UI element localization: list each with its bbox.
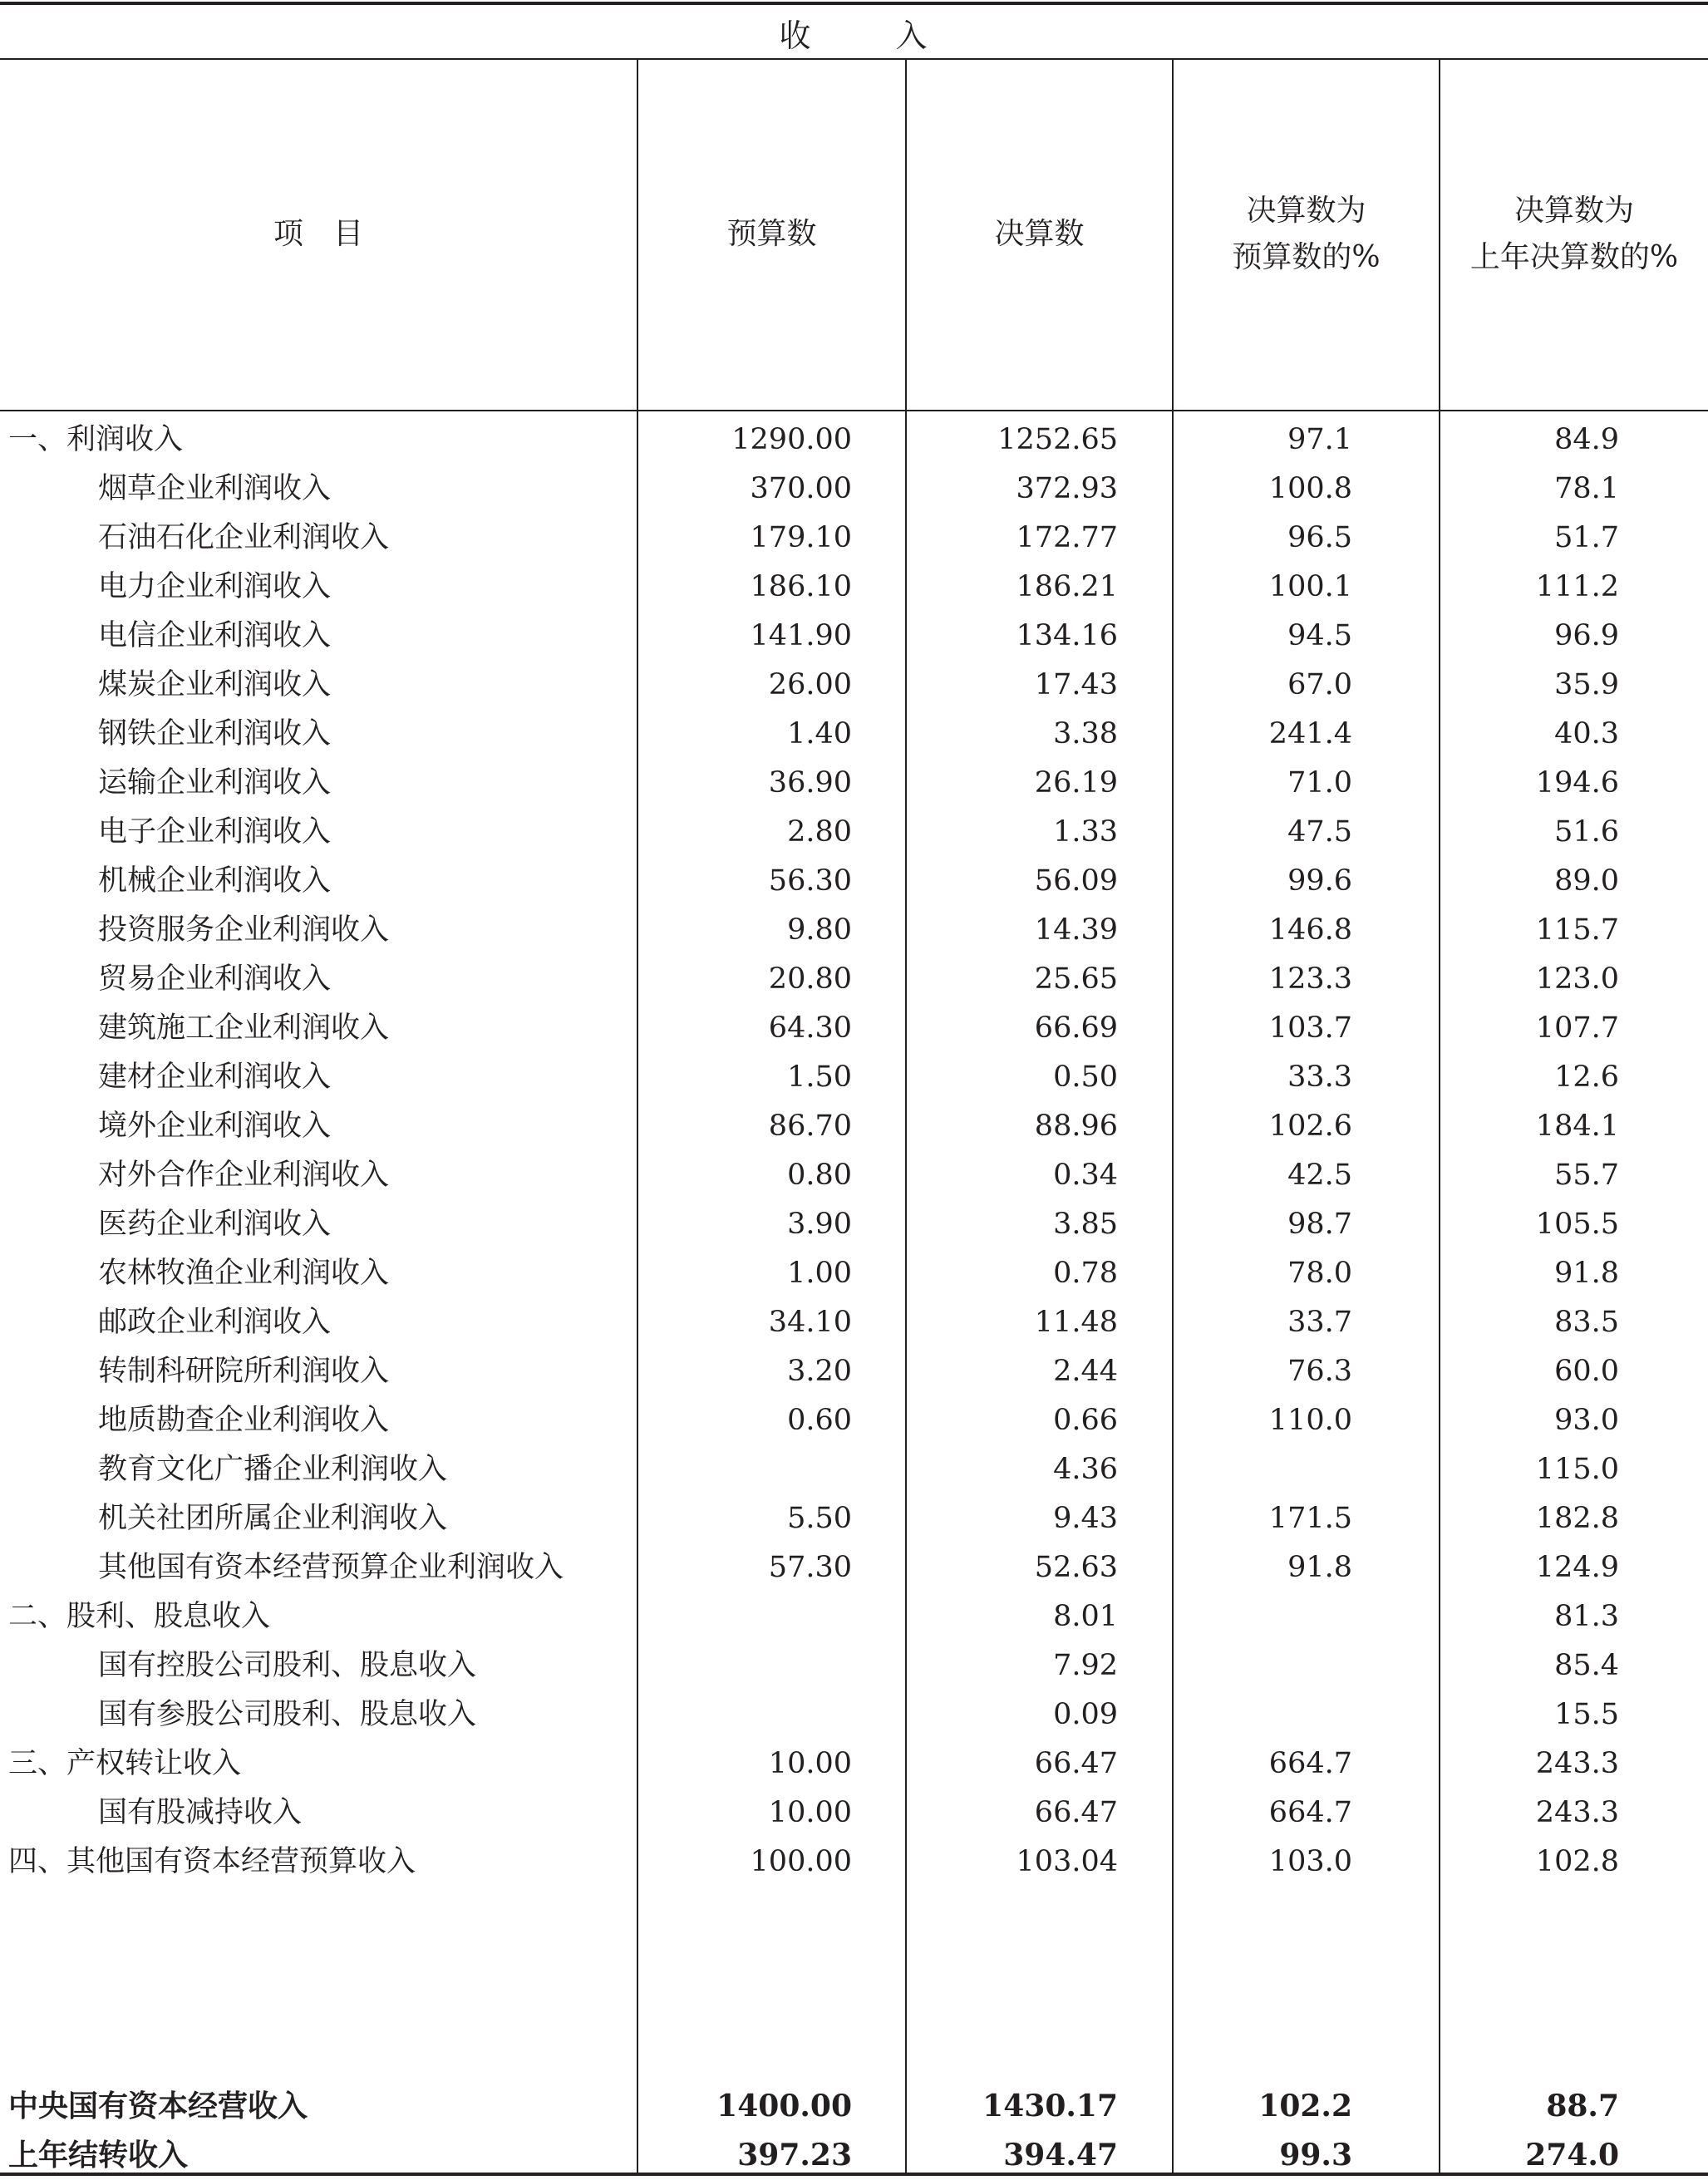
cell-pct-budget: 102.2	[1258, 2089, 1352, 2123]
row-label: 机械企业利润收入	[98, 864, 332, 898]
cell-pct-budget: 664.7	[1268, 1747, 1352, 1780]
cell-pct-budget: 100.8	[1268, 472, 1352, 505]
cell-pct-prev: 84.9	[1554, 423, 1619, 456]
cell-pct-budget: 47.5	[1287, 815, 1352, 849]
row-label: 电信企业利润收入	[98, 619, 332, 652]
cell-budget: 3.90	[787, 1208, 852, 1241]
cell-pct-prev: 51.6	[1554, 815, 1619, 849]
header-ratio-prev	[1440, 60, 1708, 409]
row-label: 中央国有资本经营收入	[8, 2089, 308, 2123]
table-row	[0, 1494, 1708, 1543]
cell-pct-budget: 33.7	[1287, 1306, 1352, 1339]
row-label: 医药企业利润收入	[98, 1208, 332, 1241]
table-row	[0, 1298, 1708, 1347]
cell-pct-prev: 35.9	[1554, 668, 1619, 701]
table-row	[0, 1690, 1708, 1740]
cell-pct-prev: 123.0	[1535, 962, 1619, 996]
cell-final: 17.43	[1034, 668, 1118, 701]
cell-final: 1.33	[1053, 815, 1118, 849]
cell-final: 134.16	[1016, 619, 1118, 652]
cell-final: 52.63	[1034, 1551, 1118, 1584]
table-row	[0, 955, 1708, 1004]
cell-final: 2.44	[1053, 1355, 1118, 1388]
cell-pct-budget: 103.0	[1268, 1845, 1352, 1878]
cell-pct-prev: 60.0	[1554, 1355, 1619, 1388]
table-row	[0, 1004, 1708, 1053]
header-ratio-prev-line2: 上年决算数的%	[1469, 240, 1679, 274]
cell-pct-prev: 194.6	[1535, 766, 1619, 800]
cell-final: 56.09	[1034, 864, 1118, 898]
cell-pct-budget: 664.7	[1268, 1796, 1352, 1829]
cell-budget: 57.30	[768, 1551, 852, 1584]
cell-pct-prev: 85.4	[1554, 1649, 1619, 1682]
title-left: 收	[779, 17, 813, 54]
row-label: 贸易企业利润收入	[98, 962, 332, 996]
cell-pct-budget: 99.3	[1279, 2138, 1352, 2173]
cell-pct-budget: 100.1	[1268, 570, 1352, 603]
cell-pct-prev: 115.0	[1535, 1453, 1619, 1486]
table-row	[0, 1641, 1708, 1690]
cell-budget: 100.00	[750, 1845, 852, 1878]
row-label: 地质勘查企业利润收入	[98, 1404, 390, 1437]
cell-pct-prev: 102.8	[1535, 1845, 1619, 1878]
cell-budget: 2.80	[787, 815, 852, 849]
cell-final: 3.85	[1053, 1208, 1118, 1241]
table-row	[0, 1151, 1708, 1200]
cell-budget: 10.00	[768, 1747, 852, 1780]
row-label: 一、利润收入	[8, 423, 184, 456]
row-label: 煤炭企业利润收入	[98, 668, 332, 701]
title-right: 入	[895, 17, 929, 54]
row-label: 投资服务企业利润收入	[98, 913, 390, 947]
cell-pct-prev: 184.1	[1535, 1110, 1619, 1143]
cell-pct-prev: 91.8	[1554, 1257, 1619, 1290]
row-label: 转制科研院所利润收入	[98, 1355, 390, 1388]
cell-pct-budget: 123.3	[1268, 962, 1352, 996]
cell-budget: 0.80	[787, 1159, 852, 1192]
cell-budget: 370.00	[750, 472, 852, 505]
table-row	[0, 514, 1708, 563]
cell-budget: 0.60	[787, 1404, 852, 1437]
cell-final: 7.92	[1053, 1649, 1118, 1682]
header-budget	[638, 60, 905, 409]
row-label: 烟草企业利润收入	[98, 472, 332, 505]
cell-pct-prev: 115.7	[1535, 913, 1619, 947]
cell-budget: 10.00	[768, 1796, 852, 1829]
cell-final: 88.96	[1034, 1110, 1118, 1143]
row-label: 机关社团所属企业利润收入	[98, 1502, 448, 1535]
cell-budget: 1400.00	[716, 2089, 852, 2123]
header-ratio-budget-line2: 预算数的%	[1232, 240, 1381, 274]
cell-pct-budget: 78.0	[1287, 1257, 1352, 1290]
cell-final: 103.04	[1016, 1845, 1118, 1878]
row-label: 四、其他国有资本经营预算收入	[8, 1845, 416, 1878]
cell-budget: 64.30	[768, 1011, 852, 1045]
table-row	[0, 808, 1708, 857]
cell-pct-prev: 88.7	[1546, 2089, 1619, 2123]
cell-final: 4.36	[1053, 1453, 1118, 1486]
cell-final: 66.47	[1034, 1747, 1118, 1780]
cell-pct-budget: 67.0	[1287, 668, 1352, 701]
cell-pct-budget: 99.6	[1287, 864, 1352, 898]
cell-pct-prev: 105.5	[1535, 1208, 1619, 1241]
table-row	[0, 1102, 1708, 1151]
table-row	[0, 1740, 1708, 1789]
cell-pct-budget: 97.1	[1287, 423, 1352, 456]
table-row	[0, 1249, 1708, 1298]
cell-final: 66.69	[1034, 1011, 1118, 1045]
cell-pct-prev: 83.5	[1554, 1306, 1619, 1339]
cell-final: 0.50	[1053, 1060, 1118, 1094]
cell-pct-prev: 111.2	[1535, 570, 1619, 603]
cell-final: 25.65	[1034, 962, 1118, 996]
cell-pct-budget: 96.5	[1287, 521, 1352, 554]
table-row	[0, 857, 1708, 906]
table-row	[0, 416, 1708, 465]
header-item	[0, 60, 637, 409]
cell-budget: 36.90	[768, 766, 852, 800]
header-final	[907, 60, 1172, 409]
cell-pct-budget	[1164, 1690, 1352, 1740]
cell-budget: 34.10	[768, 1306, 852, 1339]
table-row	[0, 710, 1708, 759]
row-label: 建筑施工企业利润收入	[98, 1011, 390, 1045]
row-label: 其他国有资本经营预算企业利润收入	[98, 1551, 564, 1584]
cell-final: 186.21	[1016, 570, 1118, 603]
cell-final: 11.48	[1034, 1306, 1118, 1339]
row-label: 建材企业利润收入	[98, 1060, 332, 1094]
table-row	[0, 1445, 1708, 1494]
cell-pct-prev: 40.3	[1554, 717, 1619, 750]
cell-final: 9.43	[1053, 1502, 1118, 1535]
cell-pct-budget: 102.6	[1268, 1110, 1352, 1143]
cell-final: 0.34	[1053, 1159, 1118, 1192]
cell-pct-prev: 243.3	[1535, 1747, 1619, 1780]
cell-budget: 5.50	[787, 1502, 852, 1535]
cell-final: 8.01	[1053, 1600, 1118, 1633]
row-label: 运输企业利润收入	[98, 766, 332, 800]
row-label: 教育文化广播企业利润收入	[98, 1453, 448, 1486]
cell-budget: 1.00	[787, 1257, 852, 1290]
table-row	[0, 759, 1708, 808]
cell-budget: 86.70	[768, 1110, 852, 1143]
row-label: 电子企业利润收入	[98, 815, 332, 849]
cell-pct-budget	[1164, 1445, 1352, 1494]
top-rule	[0, 2, 1708, 5]
cell-pct-budget: 146.8	[1268, 913, 1352, 947]
table-row	[0, 563, 1708, 612]
cell-pct-budget: 91.8	[1287, 1551, 1352, 1584]
cell-budget	[632, 1641, 852, 1690]
row-label: 二、股利、股息收入	[8, 1600, 271, 1633]
table-row	[0, 1396, 1708, 1445]
cell-budget: 141.90	[750, 619, 852, 652]
cell-final: 1430.17	[982, 2089, 1118, 2123]
cell-pct-budget: 33.3	[1287, 1060, 1352, 1094]
cell-budget: 1290.00	[731, 423, 852, 456]
cell-pct-prev: 182.8	[1535, 1502, 1619, 1535]
header-ratio-budget	[1174, 60, 1439, 409]
header-item-label: 项 目	[273, 217, 363, 251]
cell-pct-budget	[1164, 1641, 1352, 1690]
cell-budget: 179.10	[750, 521, 852, 554]
cell-pct-budget: 241.4	[1268, 717, 1352, 750]
cell-pct-prev: 274.0	[1525, 2138, 1619, 2173]
cell-budget: 1.40	[787, 717, 852, 750]
table-title	[0, 7, 1708, 58]
row-label: 国有股减持收入	[98, 1796, 303, 1829]
cell-budget: 3.20	[787, 1355, 852, 1388]
cell-pct-prev: 124.9	[1535, 1551, 1619, 1584]
cell-pct-prev: 93.0	[1554, 1404, 1619, 1437]
row-label: 三、产权转让收入	[8, 1747, 242, 1780]
cell-budget: 186.10	[750, 570, 852, 603]
cell-final: 0.09	[1053, 1698, 1118, 1731]
row-label: 钢铁企业利润收入	[98, 717, 332, 750]
cell-pct-budget: 110.0	[1268, 1404, 1352, 1437]
table-row	[0, 465, 1708, 514]
cell-pct-budget: 171.5	[1268, 1502, 1352, 1535]
table-row	[0, 612, 1708, 661]
row-label: 石油石化企业利润收入	[98, 521, 390, 554]
cell-pct-prev: 12.6	[1554, 1060, 1619, 1094]
row-label: 邮政企业利润收入	[98, 1306, 332, 1339]
cell-final: 26.19	[1034, 766, 1118, 800]
header-budget-label: 预算数	[726, 217, 817, 251]
cell-final: 14.39	[1034, 913, 1118, 947]
cell-pct-budget: 94.5	[1287, 619, 1352, 652]
row-label: 对外合作企业利润收入	[98, 1159, 390, 1192]
table-row	[0, 1789, 1708, 1838]
row-label: 上年结转收入	[8, 2138, 189, 2173]
row-label: 境外企业利润收入	[98, 1110, 332, 1143]
cell-final: 0.66	[1053, 1404, 1118, 1437]
cell-pct-budget	[1164, 1592, 1352, 1641]
row-label: 国有控股公司股利、股息收入	[98, 1649, 477, 1682]
cell-budget: 26.00	[768, 668, 852, 701]
cell-budget	[632, 1592, 852, 1641]
cell-pct-prev: 243.3	[1535, 1796, 1619, 1829]
cell-pct-budget: 103.7	[1268, 1011, 1352, 1045]
table-row	[0, 906, 1708, 955]
cell-pct-prev: 15.5	[1554, 1698, 1619, 1731]
cell-pct-prev: 81.3	[1554, 1600, 1619, 1633]
cell-pct-prev: 51.7	[1554, 521, 1619, 554]
header-ratio-budget-line1: 决算数为	[1246, 194, 1366, 228]
cell-pct-budget: 76.3	[1287, 1355, 1352, 1388]
cell-pct-budget: 42.5	[1287, 1159, 1352, 1192]
cell-pct-prev: 89.0	[1554, 864, 1619, 898]
row-label: 国有参股公司股利、股息收入	[98, 1698, 477, 1731]
table-row	[0, 1200, 1708, 1249]
cell-budget: 9.80	[787, 913, 852, 947]
header-ratio-prev-line1: 决算数为	[1514, 194, 1634, 228]
table-row	[0, 1543, 1708, 1592]
cell-final: 1252.65	[997, 423, 1118, 456]
cell-pct-prev: 96.9	[1554, 619, 1619, 652]
cell-final: 372.93	[1016, 472, 1118, 505]
total-row	[0, 2131, 1708, 2180]
row-label: 电力企业利润收入	[98, 570, 332, 603]
cell-budget: 397.23	[737, 2138, 852, 2173]
cell-pct-budget: 98.7	[1287, 1208, 1352, 1241]
cell-pct-prev: 107.7	[1535, 1011, 1619, 1045]
cell-budget: 20.80	[768, 962, 852, 996]
row-label: 农林牧渔企业利润收入	[98, 1257, 390, 1290]
table-row	[0, 1053, 1708, 1102]
cell-final: 3.38	[1053, 717, 1118, 750]
cell-final: 172.77	[1016, 521, 1118, 554]
table-row	[0, 1347, 1708, 1396]
cell-pct-prev: 78.1	[1554, 472, 1619, 505]
cell-final: 0.78	[1053, 1257, 1118, 1290]
cell-final: 66.47	[1034, 1796, 1118, 1829]
cell-budget	[632, 1690, 852, 1740]
header-rule	[0, 410, 1708, 411]
table-row	[0, 661, 1708, 710]
header-final-label: 决算数	[994, 217, 1085, 251]
cell-budget	[632, 1445, 852, 1494]
cell-budget: 56.30	[768, 864, 852, 898]
cell-pct-budget: 71.0	[1287, 766, 1352, 800]
table-row	[0, 1838, 1708, 1887]
total-row	[0, 2082, 1708, 2131]
table-row	[0, 1592, 1708, 1641]
cell-pct-prev: 55.7	[1554, 1159, 1619, 1192]
cell-budget: 1.50	[787, 1060, 852, 1094]
cell-final: 394.47	[1003, 2138, 1118, 2173]
